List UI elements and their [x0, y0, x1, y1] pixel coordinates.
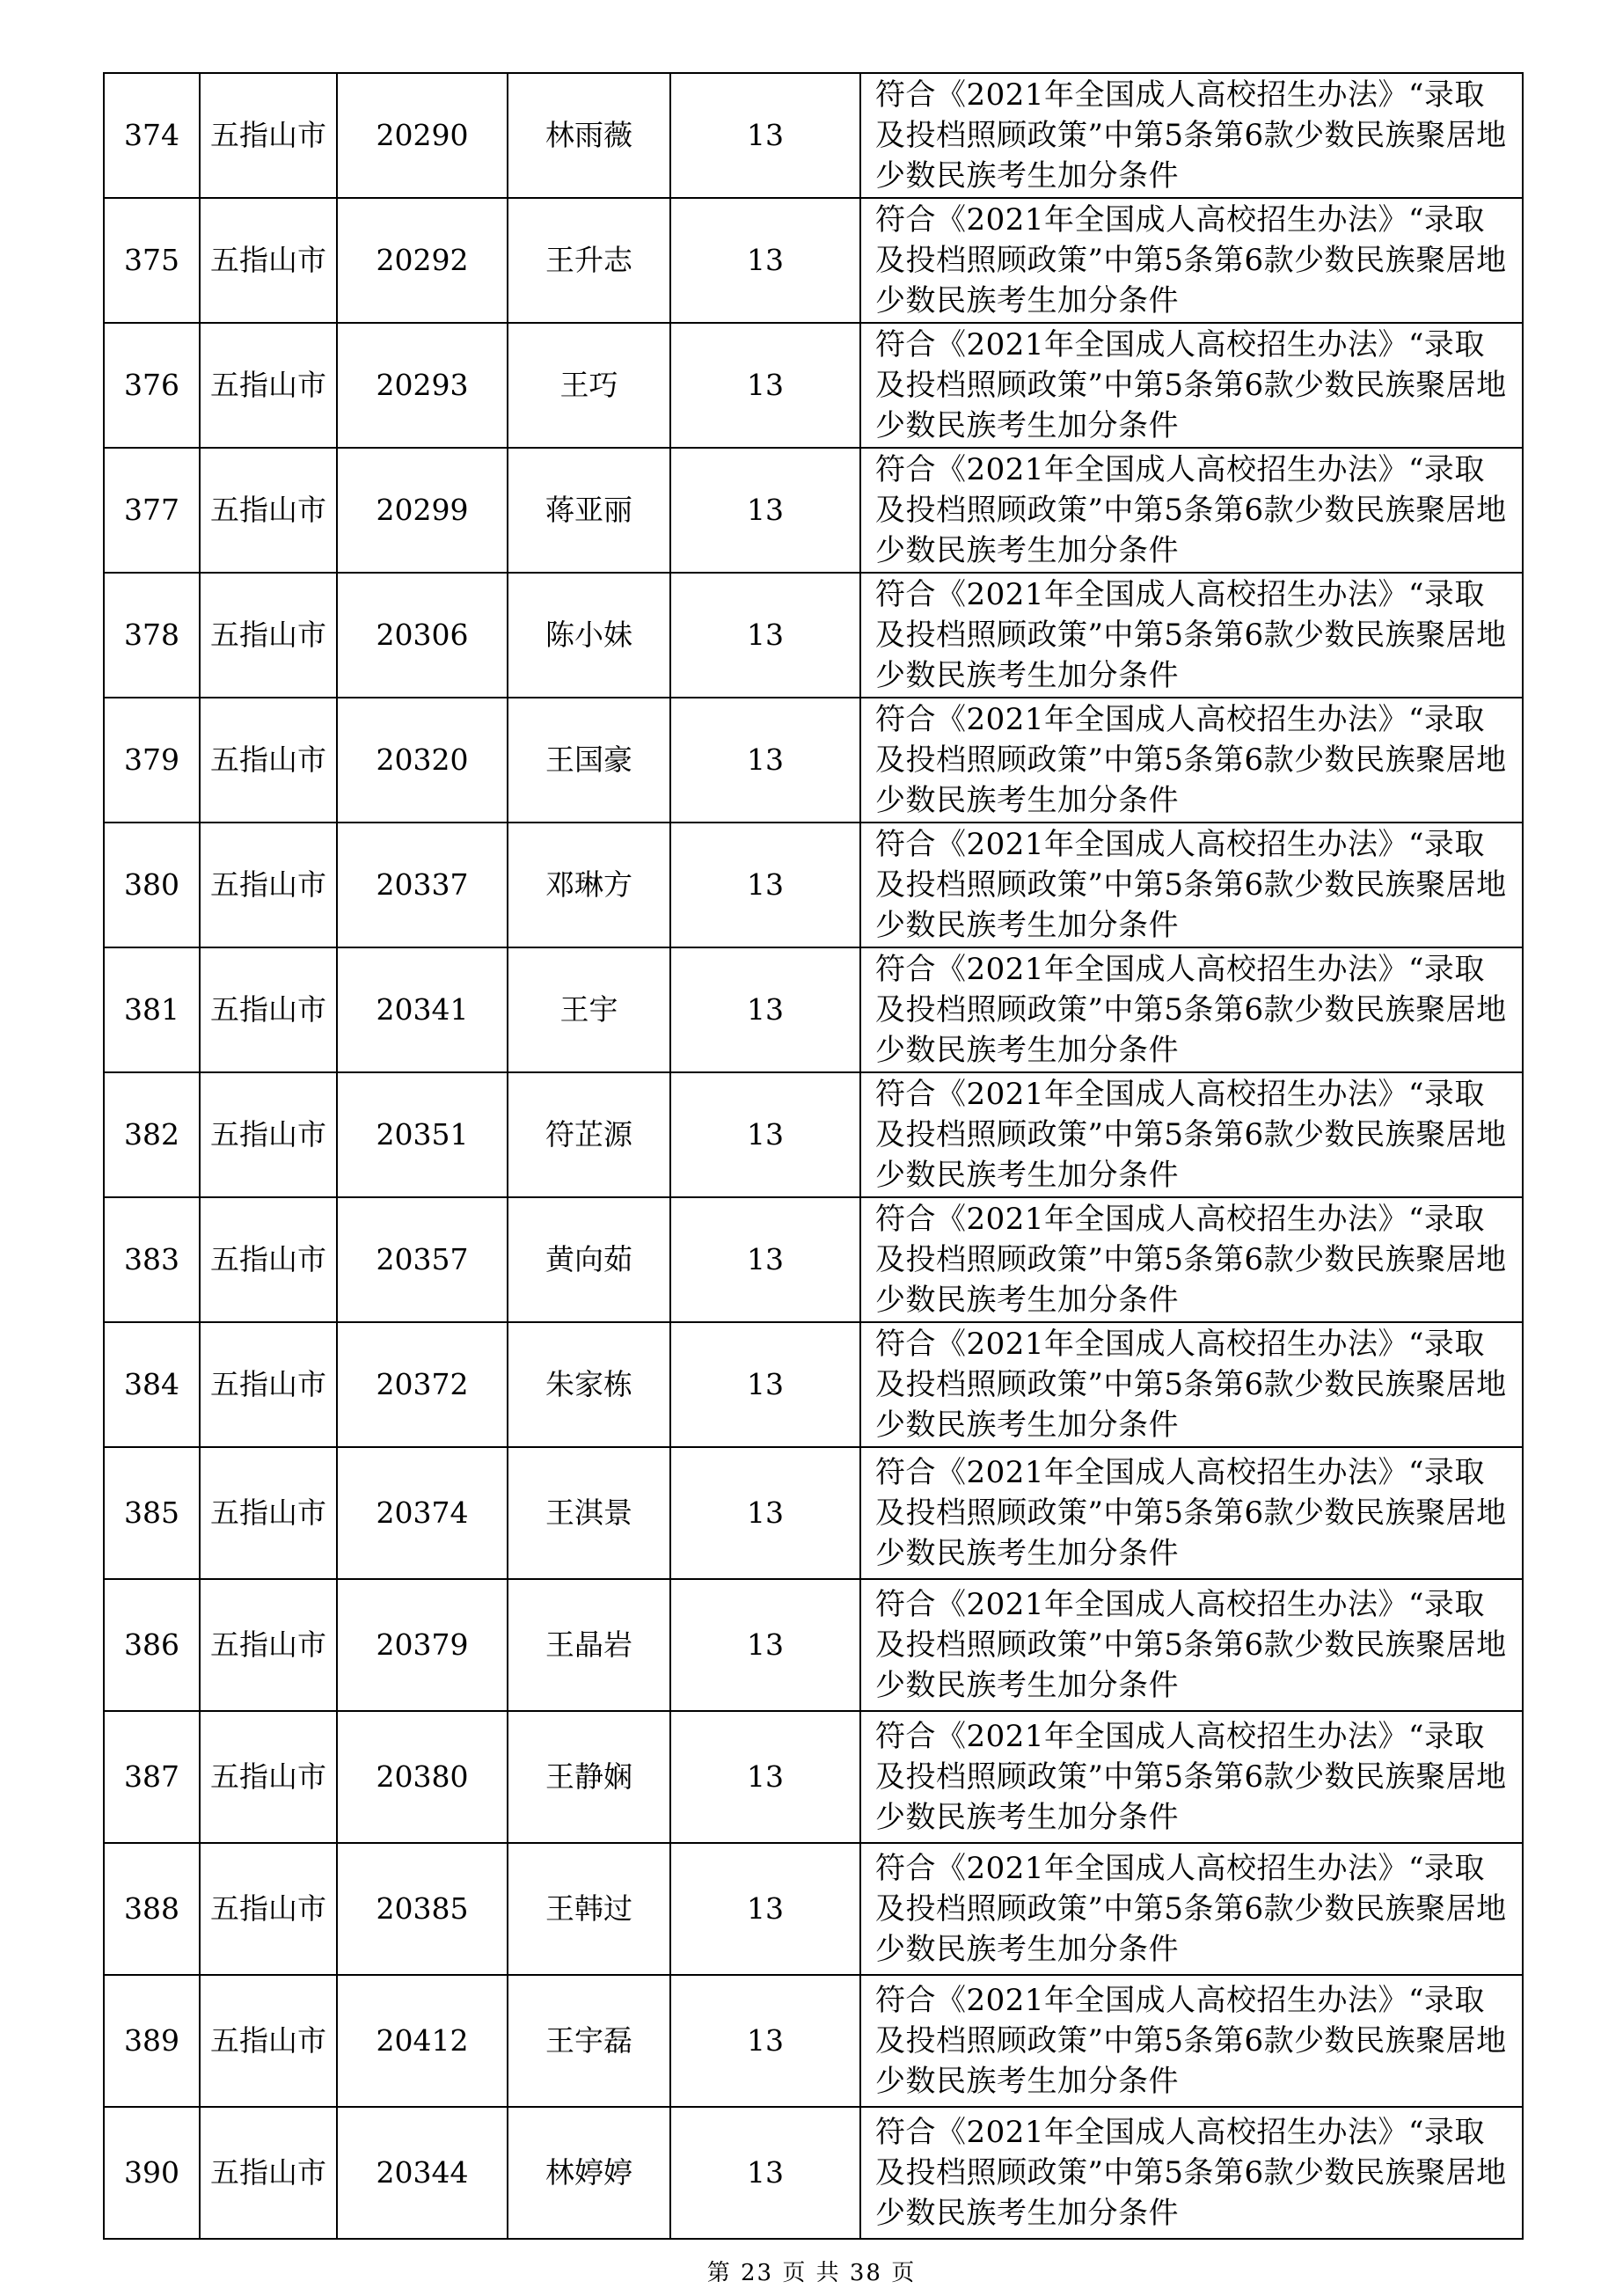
candidate-name-cell: 邓琳方	[508, 823, 670, 947]
candidate-name-cell: 黄向茹	[508, 1197, 670, 1322]
row-number-cell: 377	[104, 448, 200, 573]
row-number-cell: 385	[104, 1447, 200, 1579]
exam-id-cell: 20412	[337, 1975, 508, 2107]
eligibility-note-cell: 符合《2021年全国成人高校招生办法》“录取及投档照顾政策”中第5条第6款少数民族聚居地少数民族考生加分条件	[860, 448, 1523, 573]
row-number-cell: 379	[104, 698, 200, 823]
candidate-name-cell: 王巧	[508, 323, 670, 448]
candidate-name-cell: 王淇景	[508, 1447, 670, 1579]
bonus-points-cell: 13	[670, 947, 860, 1072]
region-cell: 五指山市	[200, 448, 337, 573]
region-cell: 五指山市	[200, 1579, 337, 1711]
region-cell: 五指山市	[200, 1197, 337, 1322]
row-number-cell: 389	[104, 1975, 200, 2107]
exam-id-cell: 20290	[337, 73, 508, 198]
eligibility-note-cell: 符合《2021年全国成人高校招生办法》“录取及投档照顾政策”中第5条第6款少数民族聚居地少数民族考生加分条件	[860, 1322, 1523, 1447]
candidate-name-cell: 林雨薇	[508, 73, 670, 198]
eligibility-note-cell: 符合《2021年全国成人高校招生办法》“录取及投档照顾政策”中第5条第6款少数民族聚居地少数民族考生加分条件	[860, 1975, 1523, 2107]
candidate-name-cell: 蒋亚丽	[508, 448, 670, 573]
region-cell: 五指山市	[200, 1843, 337, 1975]
bonus-points-cell: 13	[670, 698, 860, 823]
candidate-name-cell: 王宇	[508, 947, 670, 1072]
candidate-name-cell: 符芷源	[508, 1072, 670, 1197]
region-cell: 五指山市	[200, 947, 337, 1072]
bonus-points-cell: 13	[670, 1843, 860, 1975]
row-number-cell: 381	[104, 947, 200, 1072]
candidate-name-cell: 陈小妹	[508, 573, 670, 698]
eligibility-note-cell: 符合《2021年全国成人高校招生办法》“录取及投档照顾政策”中第5条第6款少数民族聚居地少数民族考生加分条件	[860, 823, 1523, 947]
table-row	[104, 1447, 1523, 1579]
table-row	[104, 1843, 1523, 1975]
eligibility-note-cell: 符合《2021年全国成人高校招生办法》“录取及投档照顾政策”中第5条第6款少数民族聚居地少数民族考生加分条件	[860, 1711, 1523, 1843]
eligibility-note-cell: 符合《2021年全国成人高校招生办法》“录取及投档照顾政策”中第5条第6款少数民族聚居地少数民族考生加分条件	[860, 198, 1523, 323]
eligibility-note-cell: 符合《2021年全国成人高校招生办法》“录取及投档照顾政策”中第5条第6款少数民族聚居地少数民族考生加分条件	[860, 2107, 1523, 2239]
table-row	[104, 698, 1523, 823]
region-cell: 五指山市	[200, 573, 337, 698]
exam-id-cell: 20380	[337, 1711, 508, 1843]
row-number-cell: 390	[104, 2107, 200, 2239]
exam-id-cell: 20320	[337, 698, 508, 823]
exam-id-cell: 20306	[337, 573, 508, 698]
candidate-name-cell: 王升志	[508, 198, 670, 323]
exam-id-cell: 20351	[337, 1072, 508, 1197]
row-number-cell: 378	[104, 573, 200, 698]
table-row	[104, 448, 1523, 573]
bonus-points-cell: 13	[670, 323, 860, 448]
table-row	[104, 1579, 1523, 1711]
bonus-points-cell: 13	[670, 1322, 860, 1447]
eligibility-note-cell: 符合《2021年全国成人高校招生办法》“录取及投档照顾政策”中第5条第6款少数民族聚居地少数民族考生加分条件	[860, 947, 1523, 1072]
region-cell: 五指山市	[200, 2107, 337, 2239]
exam-id-cell: 20337	[337, 823, 508, 947]
row-number-cell: 383	[104, 1197, 200, 1322]
row-number-cell: 382	[104, 1072, 200, 1197]
bonus-points-cell: 13	[670, 1579, 860, 1711]
table-row	[104, 1711, 1523, 1843]
candidate-name-cell: 王晶岩	[508, 1579, 670, 1711]
row-number-cell: 375	[104, 198, 200, 323]
page-number: 第 23 页 共 38 页	[706, 2260, 917, 2286]
bonus-points-cell: 13	[670, 1975, 860, 2107]
table-row	[104, 823, 1523, 947]
exam-id-cell: 20374	[337, 1447, 508, 1579]
table-row	[104, 1975, 1523, 2107]
bonus-points-cell: 13	[670, 448, 860, 573]
row-number-cell: 388	[104, 1843, 200, 1975]
candidate-name-cell: 王静娴	[508, 1711, 670, 1843]
region-cell: 五指山市	[200, 1975, 337, 2107]
exam-id-cell: 20385	[337, 1843, 508, 1975]
table-row	[104, 198, 1523, 323]
eligibility-note-cell: 符合《2021年全国成人高校招生办法》“录取及投档照顾政策”中第5条第6款少数民族聚居地少数民族考生加分条件	[860, 1843, 1523, 1975]
exam-id-cell: 20344	[337, 2107, 508, 2239]
table-row	[104, 1197, 1523, 1322]
candidate-name-cell: 朱家栋	[508, 1322, 670, 1447]
bonus-points-cell: 13	[670, 2107, 860, 2239]
region-cell: 五指山市	[200, 823, 337, 947]
eligibility-note-cell: 符合《2021年全国成人高校招生办法》“录取及投档照顾政策”中第5条第6款少数民族聚居地少数民族考生加分条件	[860, 323, 1523, 448]
row-number-cell: 376	[104, 323, 200, 448]
table-row	[104, 323, 1523, 448]
exam-id-cell: 20341	[337, 947, 508, 1072]
exam-id-cell: 20293	[337, 323, 508, 448]
bonus-points-cell: 13	[670, 73, 860, 198]
eligibility-note-cell: 符合《2021年全国成人高校招生办法》“录取及投档照顾政策”中第5条第6款少数民族聚居地少数民族考生加分条件	[860, 73, 1523, 198]
table-row	[104, 947, 1523, 1072]
table-body	[104, 73, 1523, 2239]
table-row	[104, 1322, 1523, 1447]
bonus-points-cell: 13	[670, 1447, 860, 1579]
row-number-cell: 380	[104, 823, 200, 947]
exam-id-cell: 20357	[337, 1197, 508, 1322]
table-row	[104, 573, 1523, 698]
eligibility-note-cell: 符合《2021年全国成人高校招生办法》“录取及投档照顾政策”中第5条第6款少数民族聚居地少数民族考生加分条件	[860, 1072, 1523, 1197]
exam-id-cell: 20372	[337, 1322, 508, 1447]
bonus-points-cell: 13	[670, 1711, 860, 1843]
region-cell: 五指山市	[200, 73, 337, 198]
exam-id-cell: 20299	[337, 448, 508, 573]
region-cell: 五指山市	[200, 1322, 337, 1447]
candidate-name-cell: 王宇磊	[508, 1975, 670, 2107]
row-number-cell: 386	[104, 1579, 200, 1711]
exam-id-cell: 20379	[337, 1579, 508, 1711]
bonus-points-table	[103, 72, 1524, 2240]
region-cell: 五指山市	[200, 198, 337, 323]
bonus-points-cell: 13	[670, 573, 860, 698]
region-cell: 五指山市	[200, 1711, 337, 1843]
bonus-points-cell: 13	[670, 1197, 860, 1322]
page-footer	[0, 2255, 1623, 2287]
candidate-name-cell: 王国豪	[508, 698, 670, 823]
bonus-points-cell: 13	[670, 198, 860, 323]
eligibility-note-cell: 符合《2021年全国成人高校招生办法》“录取及投档照顾政策”中第5条第6款少数民族聚居地少数民族考生加分条件	[860, 1447, 1523, 1579]
candidate-name-cell: 王韩过	[508, 1843, 670, 1975]
region-cell: 五指山市	[200, 698, 337, 823]
row-number-cell: 387	[104, 1711, 200, 1843]
bonus-points-cell: 13	[670, 823, 860, 947]
table-row	[104, 2107, 1523, 2239]
eligibility-note-cell: 符合《2021年全国成人高校招生办法》“录取及投档照顾政策”中第5条第6款少数民族聚居地少数民族考生加分条件	[860, 573, 1523, 698]
table-row	[104, 73, 1523, 198]
region-cell: 五指山市	[200, 323, 337, 448]
bonus-points-cell: 13	[670, 1072, 860, 1197]
row-number-cell: 374	[104, 73, 200, 198]
eligibility-note-cell: 符合《2021年全国成人高校招生办法》“录取及投档照顾政策”中第5条第6款少数民族聚居地少数民族考生加分条件	[860, 698, 1523, 823]
region-cell: 五指山市	[200, 1072, 337, 1197]
table-row	[104, 1072, 1523, 1197]
region-cell: 五指山市	[200, 1447, 337, 1579]
candidate-name-cell: 林婷婷	[508, 2107, 670, 2239]
exam-id-cell: 20292	[337, 198, 508, 323]
eligibility-note-cell: 符合《2021年全国成人高校招生办法》“录取及投档照顾政策”中第5条第6款少数民族聚居地少数民族考生加分条件	[860, 1579, 1523, 1711]
eligibility-note-cell: 符合《2021年全国成人高校招生办法》“录取及投档照顾政策”中第5条第6款少数民族聚居地少数民族考生加分条件	[860, 1197, 1523, 1322]
row-number-cell: 384	[104, 1322, 200, 1447]
roster-sheet	[103, 72, 1522, 2240]
